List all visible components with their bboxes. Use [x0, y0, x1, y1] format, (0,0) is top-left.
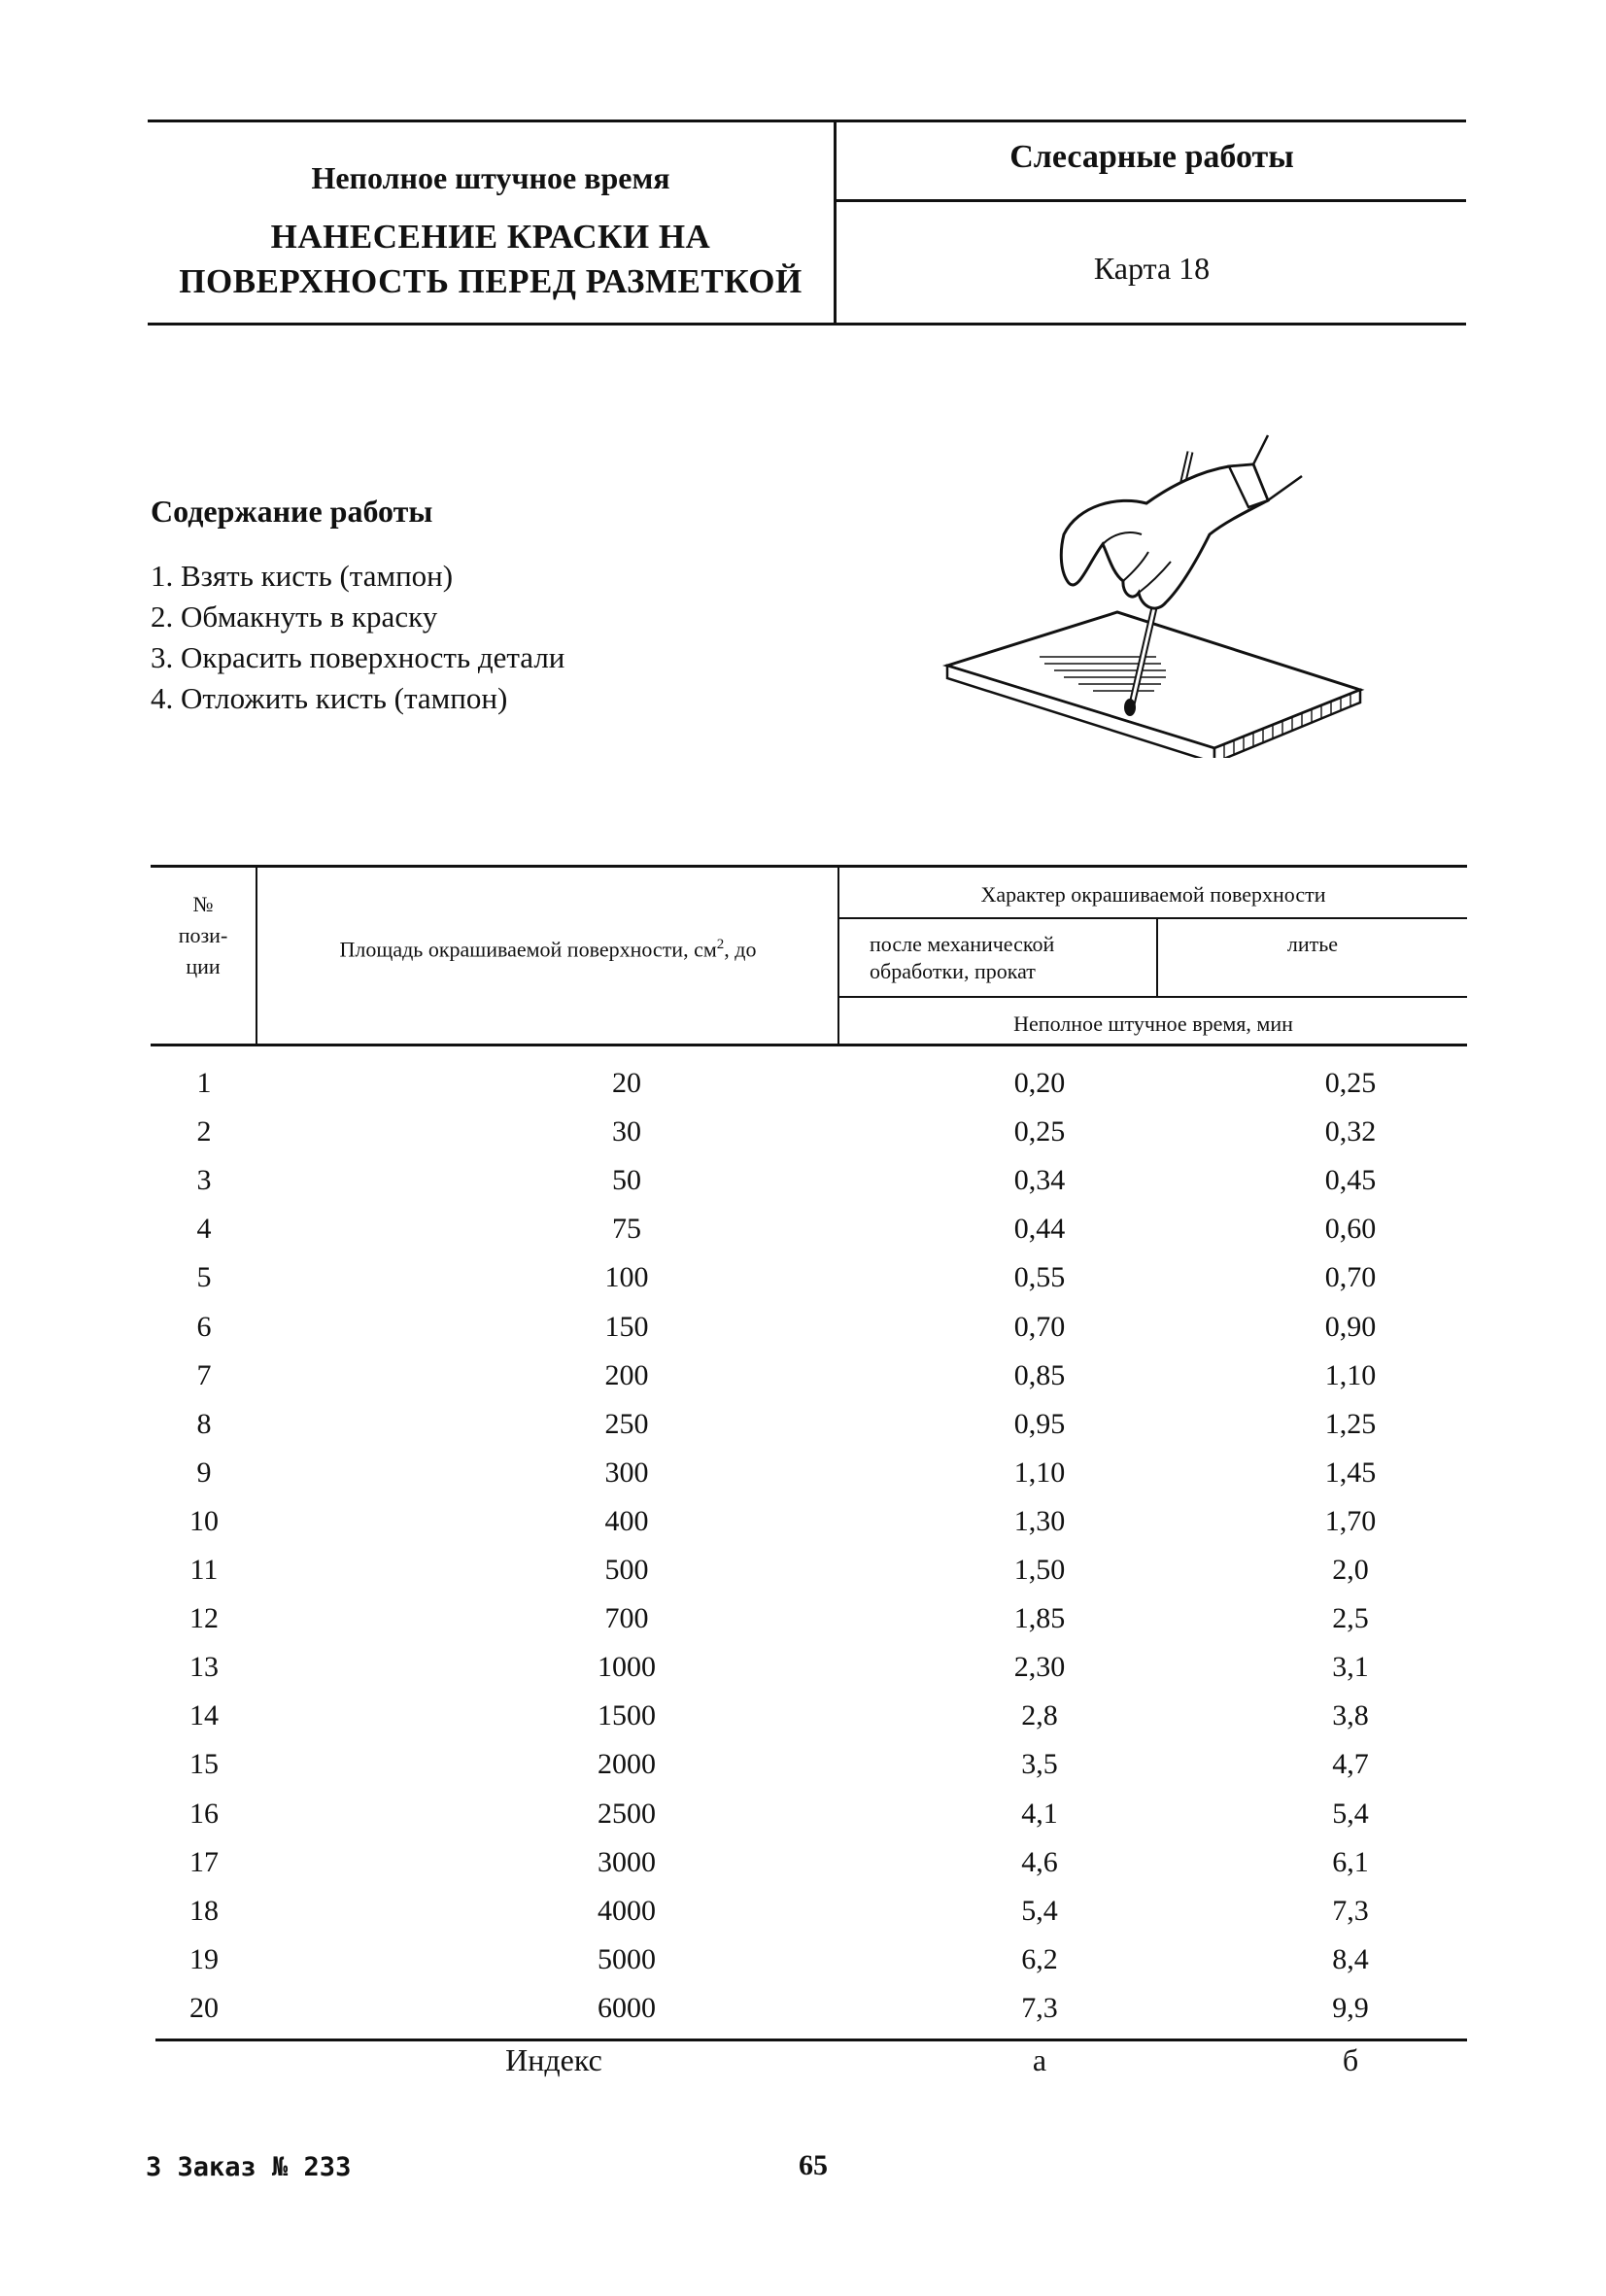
- cell-position: 9: [196, 1456, 212, 1489]
- cell-area: 400: [604, 1504, 649, 1537]
- table-group-rule: [839, 917, 1467, 919]
- cell-position: 15: [189, 1748, 219, 1781]
- content-heading: Содержание работы: [151, 494, 433, 529]
- header-divider: [834, 120, 837, 326]
- cell-cast: 7,3: [1332, 1894, 1369, 1927]
- step-4: 4. Отложить кисть (тампон): [151, 681, 508, 715]
- table-row: [151, 1554, 1467, 1602]
- cell-position: 11: [189, 1554, 219, 1586]
- cell-area: 75: [612, 1213, 641, 1246]
- cell-cast: 4,7: [1332, 1748, 1369, 1781]
- cell-cast: 1,70: [1324, 1504, 1377, 1537]
- col-position-line2: пози-: [178, 923, 228, 947]
- table-row: [151, 1311, 1467, 1359]
- cell-position: 16: [189, 1797, 219, 1830]
- cell-cast: 5,4: [1332, 1797, 1369, 1830]
- index-label: Индекс: [505, 2042, 602, 2077]
- cell-area: 20: [612, 1067, 641, 1099]
- table-header-bottom-rule: [151, 1044, 1467, 1046]
- cell-machined: 2,30: [1013, 1651, 1066, 1684]
- cell-position: 8: [196, 1407, 212, 1440]
- time-header: Неполное штучное время, мин: [1013, 1011, 1293, 1036]
- sub-header-machined: [870, 931, 1151, 985]
- cell-position: 5: [196, 1261, 212, 1294]
- step-3: 3. Окрасить поверхность детали: [151, 640, 565, 674]
- cell-cast: 0,32: [1324, 1115, 1377, 1148]
- table-bottom-rule: [155, 2039, 1467, 2041]
- table-row: [151, 1505, 1467, 1554]
- cell-area: 3000: [598, 1845, 656, 1878]
- col-area-sup: 2: [716, 937, 725, 952]
- index-b: б: [1342, 2042, 1359, 2077]
- cell-machined: 0,70: [1013, 1310, 1066, 1343]
- painting-illustration: [933, 428, 1380, 758]
- cell-area: 2000: [598, 1748, 656, 1781]
- cell-cast: 2,5: [1332, 1602, 1369, 1635]
- table-row: [151, 1748, 1467, 1797]
- header-title-line1: НАНЕСЕНИЕ КРАСКИ НА: [270, 218, 711, 256]
- cell-cast: 1,10: [1324, 1358, 1377, 1391]
- table-row: [151, 1992, 1467, 2040]
- cell-area: 500: [604, 1554, 649, 1586]
- cell-cast: 0,25: [1324, 1067, 1377, 1099]
- table-row: [151, 1164, 1467, 1213]
- header-bottom-rule: [148, 323, 1466, 326]
- cell-area: 300: [604, 1456, 649, 1489]
- step-2: 2. Обмакнуть в краску: [151, 600, 438, 634]
- table-time-rule: [839, 996, 1467, 998]
- page-number: 65: [799, 2149, 828, 2181]
- cell-position: 12: [189, 1602, 219, 1635]
- cell-position: 7: [196, 1358, 212, 1391]
- cell-area: 30: [612, 1115, 641, 1148]
- header-subtitle: Неполное штучное время: [311, 160, 670, 195]
- cell-area: 6000: [598, 1991, 656, 2024]
- cell-position: 1: [196, 1067, 212, 1099]
- cell-area: 50: [612, 1164, 641, 1197]
- table-divider-pos: [256, 867, 257, 1045]
- cell-machined: 1,30: [1013, 1504, 1066, 1537]
- col-area-tail: , до: [724, 937, 757, 962]
- table-row: [151, 1359, 1467, 1408]
- sub-header-cast: литье: [1286, 932, 1339, 956]
- cell-machined: 0,55: [1013, 1261, 1066, 1294]
- cell-machined: 0,25: [1013, 1115, 1066, 1148]
- cell-area: 150: [604, 1310, 649, 1343]
- cell-machined: 0,85: [1013, 1358, 1066, 1391]
- cell-machined: 4,6: [1021, 1845, 1058, 1878]
- header-title-line2: ПОВЕРХНОСТЬ ПЕРЕД РАЗМЕТКОЙ: [179, 262, 803, 300]
- cell-cast: 0,70: [1324, 1261, 1377, 1294]
- table-row: [151, 1067, 1467, 1115]
- cell-cast: 2,0: [1332, 1554, 1369, 1586]
- cell-area: 200: [604, 1358, 649, 1391]
- table-row: [151, 1115, 1467, 1164]
- cell-position: 6: [196, 1310, 212, 1343]
- cell-position: 19: [189, 1942, 219, 1975]
- cell-area: 700: [604, 1602, 649, 1635]
- cell-cast: 9,9: [1332, 1991, 1369, 2024]
- cell-machined: 1,10: [1013, 1456, 1066, 1489]
- cell-cast: 0,60: [1324, 1213, 1377, 1246]
- cell-machined: 0,44: [1013, 1213, 1066, 1246]
- cell-machined: 6,2: [1021, 1942, 1058, 1975]
- footer-order: 3 Заказ № 233: [146, 2152, 352, 2182]
- cell-position: 17: [189, 1845, 219, 1878]
- cell-area: 100: [604, 1261, 649, 1294]
- header-right-mid-rule: [836, 199, 1466, 202]
- step-1: 1. Взять кисть (тампон): [151, 559, 454, 593]
- sub-header-machined-line2: обработки, прокат: [870, 959, 1036, 983]
- table-row: [151, 1408, 1467, 1456]
- cell-machined: 5,4: [1021, 1894, 1058, 1927]
- cell-machined: 0,95: [1013, 1407, 1066, 1440]
- cell-position: 2: [196, 1115, 212, 1148]
- cell-machined: 3,5: [1021, 1748, 1058, 1781]
- cell-area: 4000: [598, 1894, 656, 1927]
- table-row: [151, 1213, 1467, 1261]
- cell-machined: 0,34: [1013, 1164, 1066, 1197]
- header-category: Слесарные работы: [1009, 139, 1294, 175]
- cell-position: 18: [189, 1894, 219, 1927]
- cell-position: 13: [189, 1651, 219, 1684]
- cell-machined: 1,50: [1013, 1554, 1066, 1586]
- cell-cast: 3,1: [1332, 1651, 1369, 1684]
- col-area-header: [259, 931, 837, 963]
- table-row: [151, 1261, 1467, 1310]
- table-row: [151, 1943, 1467, 1992]
- cell-position: 3: [196, 1164, 212, 1197]
- cell-position: 14: [189, 1699, 219, 1732]
- col-area-text: Площадь окрашиваемой поверхности, см: [339, 937, 717, 962]
- cell-position: 4: [196, 1213, 212, 1246]
- cell-cast: 1,45: [1324, 1456, 1377, 1489]
- table-row: [151, 1895, 1467, 1943]
- table-row: [151, 1798, 1467, 1846]
- table-row: [151, 1456, 1467, 1505]
- sub-header-machined-line1: после механической: [870, 932, 1055, 956]
- table-row: [151, 1602, 1467, 1651]
- cell-machined: 4,1: [1021, 1797, 1058, 1830]
- col-position-line3: ции: [186, 954, 221, 978]
- cell-position: 20: [189, 1991, 219, 2024]
- cell-area: 1000: [598, 1651, 656, 1684]
- index-a: а: [1032, 2042, 1047, 2077]
- cell-position: 10: [189, 1504, 219, 1537]
- header-card-number: Карта 18: [1093, 251, 1211, 286]
- cell-machined: 1,85: [1013, 1602, 1066, 1635]
- cell-machined: 7,3: [1021, 1991, 1058, 2024]
- col-position-header: [151, 889, 256, 982]
- table-top-rule: [151, 865, 1467, 868]
- group-header: Характер окрашиваемой поверхности: [980, 882, 1326, 907]
- cell-area: 250: [604, 1407, 649, 1440]
- table-row: [151, 1699, 1467, 1748]
- cell-machined: 2,8: [1021, 1699, 1058, 1732]
- table-row: [151, 1846, 1467, 1895]
- cell-area: 5000: [598, 1942, 656, 1975]
- cell-cast: 3,8: [1332, 1699, 1369, 1732]
- cell-cast: 0,45: [1324, 1164, 1377, 1197]
- cell-machined: 0,20: [1013, 1067, 1066, 1099]
- cell-cast: 1,25: [1324, 1407, 1377, 1440]
- col-position-line1: №: [192, 892, 214, 916]
- cell-area: 2500: [598, 1797, 656, 1830]
- header-top-rule: [148, 120, 1466, 122]
- cell-area: 1500: [598, 1699, 656, 1732]
- cell-cast: 0,90: [1324, 1310, 1377, 1343]
- cell-cast: 6,1: [1332, 1845, 1369, 1878]
- table-row: [151, 1651, 1467, 1699]
- cell-cast: 8,4: [1332, 1942, 1369, 1975]
